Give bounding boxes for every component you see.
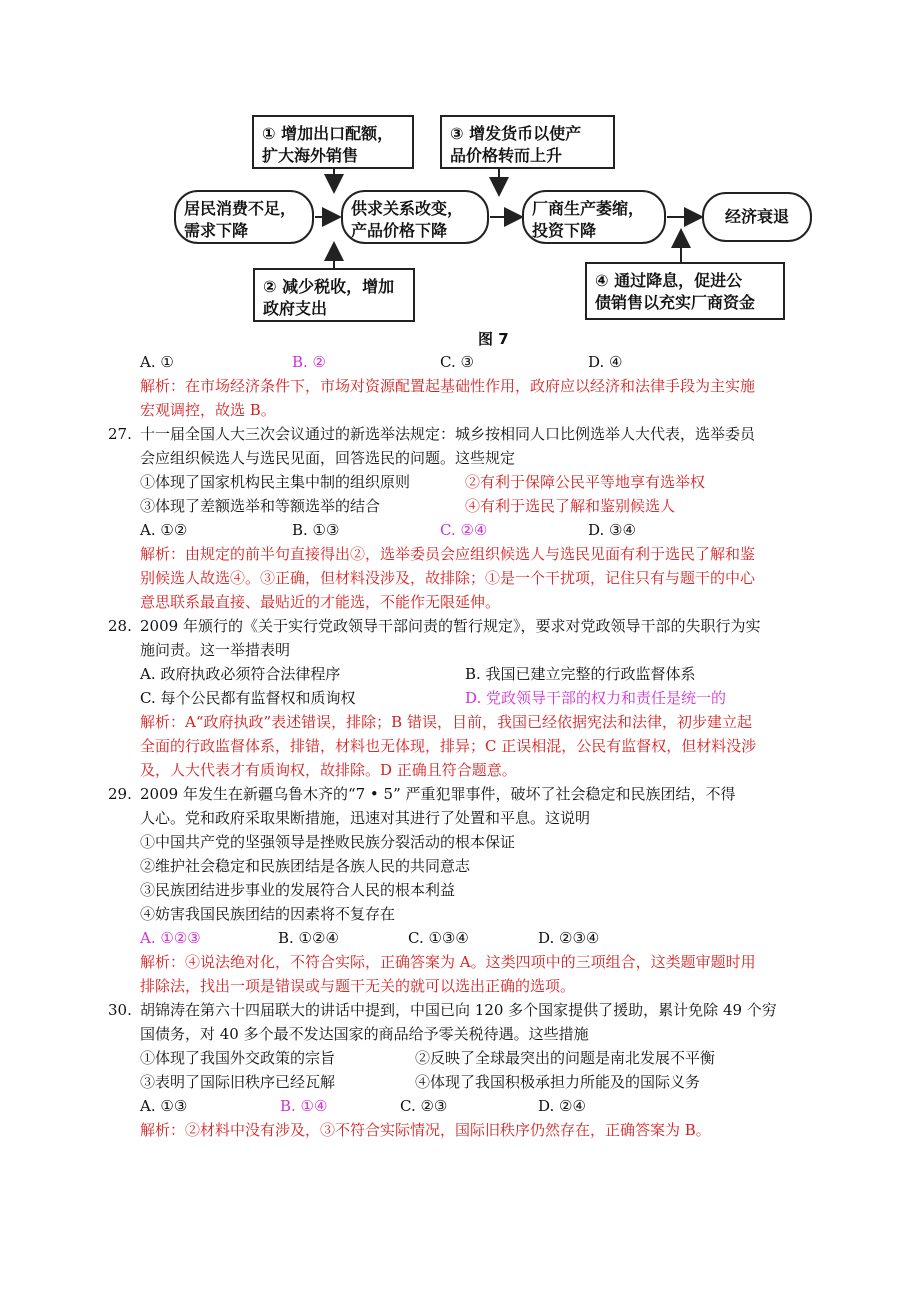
option-c: C. ①③④ (408, 929, 469, 947)
question-number: 30. (108, 1001, 132, 1019)
statement: ②反映了全球最突出的问题是南北发展不平衡 (415, 1049, 716, 1067)
options-row (140, 686, 820, 710)
options-row (140, 662, 820, 686)
stem-line: 胡锦涛在第六十四届联大的讲话中提到，中国已向 120 多个国家提供了援助，累计免除 49 个穷 (140, 1001, 777, 1019)
stem-line: 人心。党和政府采取果断措施，迅速对其进行了处置和平息。这说明 (140, 809, 591, 827)
option-c: C. 每个公民都有监督权和质询权 (140, 689, 356, 707)
option-c: C. ②③ (400, 1097, 448, 1115)
box-measure-4: ④ 通过降息，促进公 债销售以充实厂商资金 (585, 262, 785, 320)
stem-line: 会应组织候选人与选民见面，回答选民的问题。这些规定 (140, 449, 516, 467)
statement: ③表明了国际旧秩序已经瓦解 (140, 1073, 336, 1091)
option-d: D. ④ (588, 353, 623, 371)
question-number: 27. (108, 425, 132, 443)
statement: ③民族团结进步事业的发展符合人民的根本利益 (140, 881, 456, 899)
option-b: B. ①④ (280, 1097, 328, 1115)
analysis-line: 解析：④说法绝对化，不符合实际，正确答案为 A。这类四项中的三项组合，这类题审题时用 (140, 953, 756, 971)
stem-line: 2009 年颁行的《关于实行党政领导干部问责的暂行规定》，要求对党政领导干部的失职行为实 (140, 617, 761, 635)
flow-diagram (0, 0, 920, 352)
stem-line: 十一届全国人大三次会议通过的新选举法规定：城乡按相同人口比例选举人大代表，选举委员 (140, 425, 756, 443)
question-28 (108, 614, 820, 782)
box-measure-2: ② 减少税收，增加 政府支出 (253, 268, 415, 322)
q26-analysis-2: 宏观调控，故选 B。 (140, 401, 276, 419)
statement: ①体现了国家机构民主集中制的组织原则 (140, 473, 411, 491)
box-measure-1: ① 增加出口配额， 扩大海外销售 (252, 115, 414, 169)
statement: ②有利于保障公民平等地享有选举权 (465, 473, 706, 491)
q29-options (140, 926, 820, 950)
stem-line: 国债务，对 40 多个最不发达国家的商品给予零关税待遇。这些措施 (140, 1025, 589, 1043)
option-d: D. 党政领导干部的权力和责任是统一的 (465, 689, 727, 707)
q26-analysis-1: 解析：在市场经济条件下，市场对资源配置起基础性作用，政府应以经济和法律手段为主实施 (140, 377, 756, 395)
statement: ①中国共产党的坚强领导是挫败民族分裂活动的根本保证 (140, 833, 516, 851)
statements-row (140, 1046, 820, 1070)
option-c: C. ②④ (440, 521, 488, 539)
questions (108, 350, 820, 1142)
option-a: A. ① (140, 353, 174, 371)
analysis-line: 意思联系最直接、最贴近的才能选，不能作无限延伸。 (140, 593, 501, 611)
stem-line: 施问责。这一举措表明 (140, 641, 291, 659)
analysis-line: 别候选人故选④。③正确，但材料没涉及，故排除；①是一个干扰项，记住只有与题干的中心 (140, 569, 756, 587)
option-c: C. ③ (440, 353, 474, 371)
figure-caption: 图 7 (478, 330, 509, 348)
option-a: A. 政府执政必须符合法律程序 (140, 665, 341, 683)
statement: ②维护社会稳定和民族团结是各族人民的共同意志 (140, 857, 471, 875)
option-b: B. ② (292, 353, 327, 371)
option-d: D. ③④ (588, 521, 636, 539)
statement: ④有利于选民了解和鉴别候选人 (465, 497, 676, 515)
option-d: D. ②④ (538, 1097, 586, 1115)
analysis-line: 解析：②材料中没有涉及，③不符合实际情况，国际旧秩序仍然存在，正确答案为 B。 (140, 1121, 711, 1139)
box-measure-3: ③ 增发货币以使产 品价格转而上升 (440, 115, 615, 169)
option-a: A. ①② (140, 521, 188, 539)
option-a: A. ①②③ (140, 929, 201, 947)
q27-options (140, 518, 820, 542)
option-b: B. ①③ (292, 521, 340, 539)
question-number: 29. (108, 785, 132, 803)
statement: ③体现了差额选举和等额选举的结合 (140, 497, 381, 515)
analysis-line: 及，人大代表才有质询权，故排除。D 正确且符合题意。 (140, 761, 517, 779)
statements-row (140, 494, 820, 518)
option-a: A. ①③ (140, 1097, 188, 1115)
question-number: 28. (108, 617, 132, 635)
box-production-shrink: 厂商生产萎缩， 投资下降 (522, 190, 666, 244)
analysis-line: 排除法，找出一项是错误或与题干无关的就可以选出正确的选项。 (140, 977, 576, 995)
option-b: B. ①②④ (278, 929, 339, 947)
question-27 (108, 422, 820, 614)
analysis-line: 解析：A“政府执政”表述错误，排除；B 错误，目前，我国已经依据宪法和法律，初步建立起 (140, 713, 752, 731)
statements-row (140, 1070, 820, 1094)
box-consumption-shortage: 居民消费不足， 需求下降 (174, 190, 314, 244)
analysis-line: 全面的行政监督体系，排错，材料也无体现，排异；C 正误相混，公民有监督权，但材料没涉 (140, 737, 757, 755)
analysis-line: 解析：由规定的前半句直接得出②，选举委员会应组织候选人与选民见面有利于选民了解和鉴 (140, 545, 756, 563)
box-supply-demand-change: 供求关系改变， 产品价格下降 (341, 190, 489, 244)
option-d: D. ②③④ (538, 929, 600, 947)
q30-options (140, 1094, 820, 1118)
option-b: B. 我国已建立完整的行政监督体系 (465, 665, 696, 683)
statements-row (140, 470, 820, 494)
statement: ④妨害我国民族团结的因素将不复存在 (140, 905, 396, 923)
statement: ①体现了我国外交政策的宗旨 (140, 1049, 336, 1067)
question-29 (108, 782, 820, 998)
q26-options (140, 350, 820, 374)
statement: ④体现了我国积极承担力所能及的国际义务 (415, 1073, 701, 1091)
stem-line: 2009 年发生在新疆乌鲁木齐的“7 • 5” 严重犯罪事件，破坏了社会稳定和民族团结，不得 (140, 785, 736, 803)
question-30 (108, 998, 820, 1142)
box-recession: 经济衰退 (702, 192, 812, 242)
